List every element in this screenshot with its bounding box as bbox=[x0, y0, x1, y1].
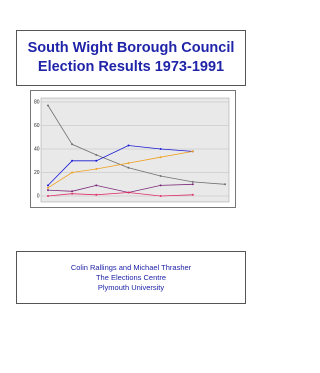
series-1-point bbox=[71, 143, 73, 145]
series-3-point bbox=[128, 162, 130, 164]
y-tick-label: 40 bbox=[33, 146, 40, 153]
series-1-point bbox=[95, 154, 97, 156]
series-2-point bbox=[47, 184, 49, 186]
series-1-point bbox=[160, 175, 162, 177]
series-1-point bbox=[47, 105, 49, 107]
series-4-point bbox=[192, 183, 194, 185]
series-1-point bbox=[128, 167, 130, 169]
series-3-point bbox=[192, 150, 194, 152]
title-line-2: Election Results 1973-1991 bbox=[37, 59, 225, 75]
series-2-point bbox=[160, 148, 162, 150]
series-4-point bbox=[95, 184, 97, 186]
series-4-point bbox=[71, 190, 73, 192]
series-5-point bbox=[160, 195, 162, 197]
series-3-point bbox=[95, 168, 97, 170]
series-1-point bbox=[224, 183, 226, 185]
series-5-point bbox=[128, 192, 130, 194]
credit-authors: Colin Rallings and Michael Thrasher bbox=[70, 262, 192, 272]
title-line-1: South Wight Borough Council bbox=[27, 40, 235, 56]
series-2-point bbox=[71, 160, 73, 162]
plot-area bbox=[41, 98, 229, 202]
y-tick-label: 20 bbox=[33, 170, 40, 177]
y-axis-ticks bbox=[34, 100, 40, 200]
series-5-point bbox=[192, 194, 194, 196]
series-5-point bbox=[95, 194, 97, 196]
series-3-point bbox=[71, 172, 73, 174]
series-3-point bbox=[47, 187, 49, 189]
series-5-point bbox=[47, 195, 49, 197]
series-4-point bbox=[47, 189, 49, 191]
line-chart bbox=[31, 91, 235, 207]
series-2-point bbox=[128, 145, 130, 147]
credit-university: Plymouth University bbox=[97, 282, 165, 292]
credit-centre: The Elections Centre bbox=[95, 272, 167, 282]
y-tick-label: 80 bbox=[33, 99, 40, 106]
chart-panel bbox=[30, 90, 236, 208]
y-tick-label: 0 bbox=[36, 193, 40, 200]
series-3-point bbox=[160, 156, 162, 158]
credits-box bbox=[16, 251, 246, 304]
series-2-point bbox=[95, 160, 97, 162]
series-5-point bbox=[71, 193, 73, 195]
y-tick-label: 60 bbox=[33, 123, 40, 130]
title-box bbox=[16, 30, 246, 86]
series-1-point bbox=[192, 181, 194, 183]
series-4-point bbox=[160, 184, 162, 186]
